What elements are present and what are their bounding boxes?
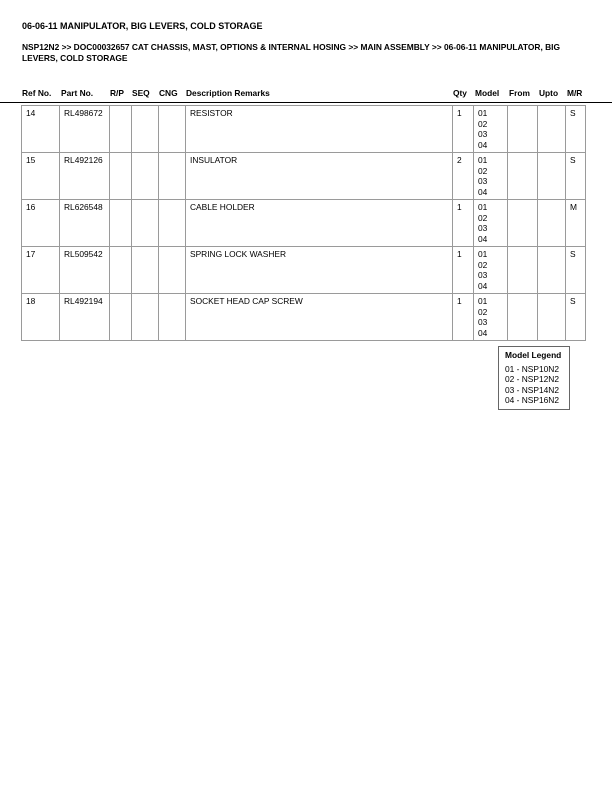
model-code: 02 [478,259,488,270]
cell-model [474,200,508,247]
cell-from [508,294,538,341]
cell-ref: 15 [22,153,60,200]
cell-mr: S [566,294,586,341]
cell-seq [132,247,159,294]
column-header-model: Model [475,88,500,98]
cell-part: RL509542 [60,247,110,294]
column-header-from: From [509,88,530,98]
cell-mr: S [566,106,586,153]
cell-desc: CABLE HOLDER [186,200,453,247]
model-legend-item: 04 - NSP16N2 [505,395,559,405]
column-header-mr: M/R [567,88,583,98]
cell-qty: 2 [453,153,474,200]
cell-model [474,106,508,153]
column-header-qty: Qty [453,88,467,98]
cell-seq [132,153,159,200]
model-code: 02 [478,212,488,223]
cell-rp [110,200,132,247]
model-code: 01 [478,296,488,306]
cell-mr: M [566,200,586,247]
cell-mr: S [566,247,586,294]
cell-part: RL498672 [60,106,110,153]
model-code: 01 [478,249,488,259]
cell-rp [110,153,132,200]
model-code: 04 [478,186,488,197]
cell-qty: 1 [453,294,474,341]
cell-rp [110,247,132,294]
cell-desc: RESISTOR [186,106,453,153]
cell-desc: SPRING LOCK WASHER [186,247,453,294]
cell-desc: INSULATOR [186,153,453,200]
model-code: 03 [478,270,488,280]
model-legend-item: 01 - NSP10N2 [505,363,559,374]
table-row [22,200,586,247]
cell-upto [538,153,566,200]
model-code: 03 [478,223,488,233]
column-header-desc: Description Remarks [186,88,270,98]
model-code: 03 [478,176,488,186]
cell-seq [132,106,159,153]
cell-qty: 1 [453,200,474,247]
cell-from [508,153,538,200]
model-legend-item: 02 - NSP12N2 [505,374,559,384]
table-row [22,153,586,200]
cell-upto [538,294,566,341]
cell-ref: 16 [22,200,60,247]
column-header-upto: Upto [539,88,559,98]
cell-from [508,247,538,294]
table-header [22,87,590,101]
cell-ref: 17 [22,247,60,294]
model-legend [498,346,570,410]
cell-cng [159,294,186,341]
breadcrumb: NSP12N2 >> DOC00032657 CAT CHASSIS, MAST, OPTIONS & INTERNAL HOSING >> MAIN ASSEMBLY >> 06-06-11 MANIPULATOR, BIG LEVERS, COLD STORAGE [22,42,561,63]
cell-seq [132,294,159,341]
column-header-part: Part No. [61,88,94,98]
model-legend-item: 03 - NSP14N2 [505,384,559,395]
table-row [22,247,586,294]
cell-upto [538,200,566,247]
column-header-rp: R/P [110,88,124,98]
cell-cng [159,200,186,247]
column-header-cng: CNG [159,88,178,98]
model-code: 02 [478,306,488,317]
model-code: 04 [478,280,488,291]
cell-model [474,294,508,341]
model-code: 01 [478,108,488,118]
header-divider [0,102,612,103]
model-code: 02 [478,165,488,176]
model-code: 03 [478,317,488,327]
cell-model [474,247,508,294]
model-code: 04 [478,233,488,244]
model-code: 03 [478,129,488,139]
cell-upto [538,106,566,153]
cell-part: RL626548 [60,200,110,247]
cell-qty: 1 [453,247,474,294]
model-code: 01 [478,155,488,165]
cell-part: RL492194 [60,294,110,341]
cell-ref: 18 [22,294,60,341]
cell-upto [538,247,566,294]
cell-desc: SOCKET HEAD CAP SCREW [186,294,453,341]
column-header-ref: Ref No. [22,88,52,98]
cell-seq [132,200,159,247]
cell-model [474,153,508,200]
model-code: 04 [478,327,488,338]
cell-rp [110,106,132,153]
cell-part: RL492126 [60,153,110,200]
cell-mr: S [566,153,586,200]
cell-qty: 1 [453,106,474,153]
cell-ref: 14 [22,106,60,153]
model-code: 02 [478,118,488,129]
cell-rp [110,294,132,341]
cell-cng [159,247,186,294]
cell-from [508,200,538,247]
cell-from [508,106,538,153]
model-legend-title: Model Legend [505,350,562,360]
column-header-seq: SEQ [132,88,150,98]
page-title: 06-06-11 MANIPULATOR, BIG LEVERS, COLD STORAGE [22,21,263,31]
table-row [22,106,586,153]
cell-cng [159,153,186,200]
parts-table [21,105,586,341]
cell-cng [159,106,186,153]
model-code: 01 [478,202,488,212]
model-code: 04 [478,139,488,150]
table-row [22,294,586,341]
